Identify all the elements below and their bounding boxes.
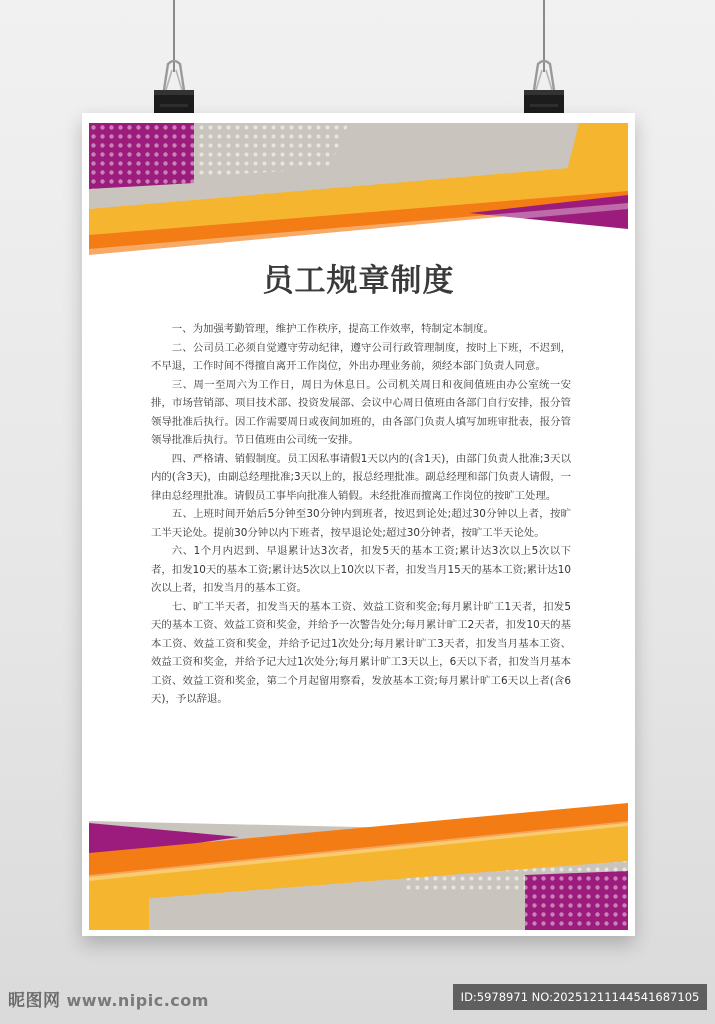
watermark-logo-name: 昵图网 [8, 991, 61, 1011]
watermark-logo [8, 986, 209, 1011]
regulation-paragraph-1: 一、为加强考勤管理，维护工作秩序，提高工作效率，特制定本制度。 [171, 323, 494, 335]
regulation-paragraph-4: 四、严格请、销假制度。员工因私事请假1天以内的(含1天)，由部门负责人批准;3天以内的(含3天)，由副总经理批准;3天以上的，报总经理批准。副总经理和部门负责人请假，一律由总经理批准。请假员工事毕向批准人销假。未经批准而擅离工作岗位的按旷工处理。 [151, 452, 571, 502]
bottom-geometric-banner [89, 793, 628, 930]
regulation-content [151, 320, 571, 709]
watermark-url: www.nipic.com [66, 991, 209, 1010]
poster-title: 员工规章制度 [262, 263, 455, 299]
top-geometric-banner [89, 123, 628, 263]
poster-sheet [82, 113, 635, 936]
regulation-paragraph-7: 七、旷工半天者，扣发当天的基本工资、效益工资和奖金;每月累计旷工1天者，扣发5天的基本工资、效益工资和奖金，并给予一次警告处分;每月累计旷工2天者，扣发10天的基本工资、效益工资和奖金，并给予记过1次处分;每月累计旷工3天者，扣发当月基本工资、效益工资和奖金，并给予记大过1次处分;每月累计旷工3天以上，6天以下者，扣发当月基本工资、效益工资和奖金，第二个月起留用察看，发放基本工资;每月累计旷工6天以上者(含6天)，予以辞退。 [151, 600, 571, 705]
regulation-paragraph-5: 五、上班时间开始后5分钟至30分钟内到班者，按迟到论处;超过30分钟以上者，按旷工半天论处。提前30分钟以内下班者，按早退论处;超过30分钟者，按旷工半天论处。 [151, 508, 571, 539]
regulation-paragraph-6: 六、1个月内迟到、早退累计达3次者，扣发5天的基本工资;累计达3次以上5次以下者，扣发10天的基本工资;累计达5次以上10次以下者，扣发当月15天的基本工资;累计达10次以上者，扣发当月的基本工资。 [151, 545, 571, 594]
regulation-paragraph-3: 三、周一至周六为工作日，周日为休息日。公司机关周日和夜间值班由办公室统一安排，市场营销部、项目技术部、投资发展部、会议中心周日值班由各部门自行安排，报分管领导批准后执行。因工作需要周日或夜间加班的，由各部门负责人填写加班审批表，报分管领导批准后执行。节日值班由公司统一安排。 [151, 378, 571, 446]
watermark-footer [0, 980, 715, 1020]
regulation-paragraph-2: 二、公司员工必须自觉遵守劳动纪律，遵守公司行政管理制度，按时上下班，不迟到，不早退，工作时间不得擅自离开工作岗位，外出办理业务前，须经本部门负责人同意。 [151, 341, 571, 372]
watermark-id-tag: ID:5978971 NO:20251211144541687105 [453, 984, 707, 1010]
